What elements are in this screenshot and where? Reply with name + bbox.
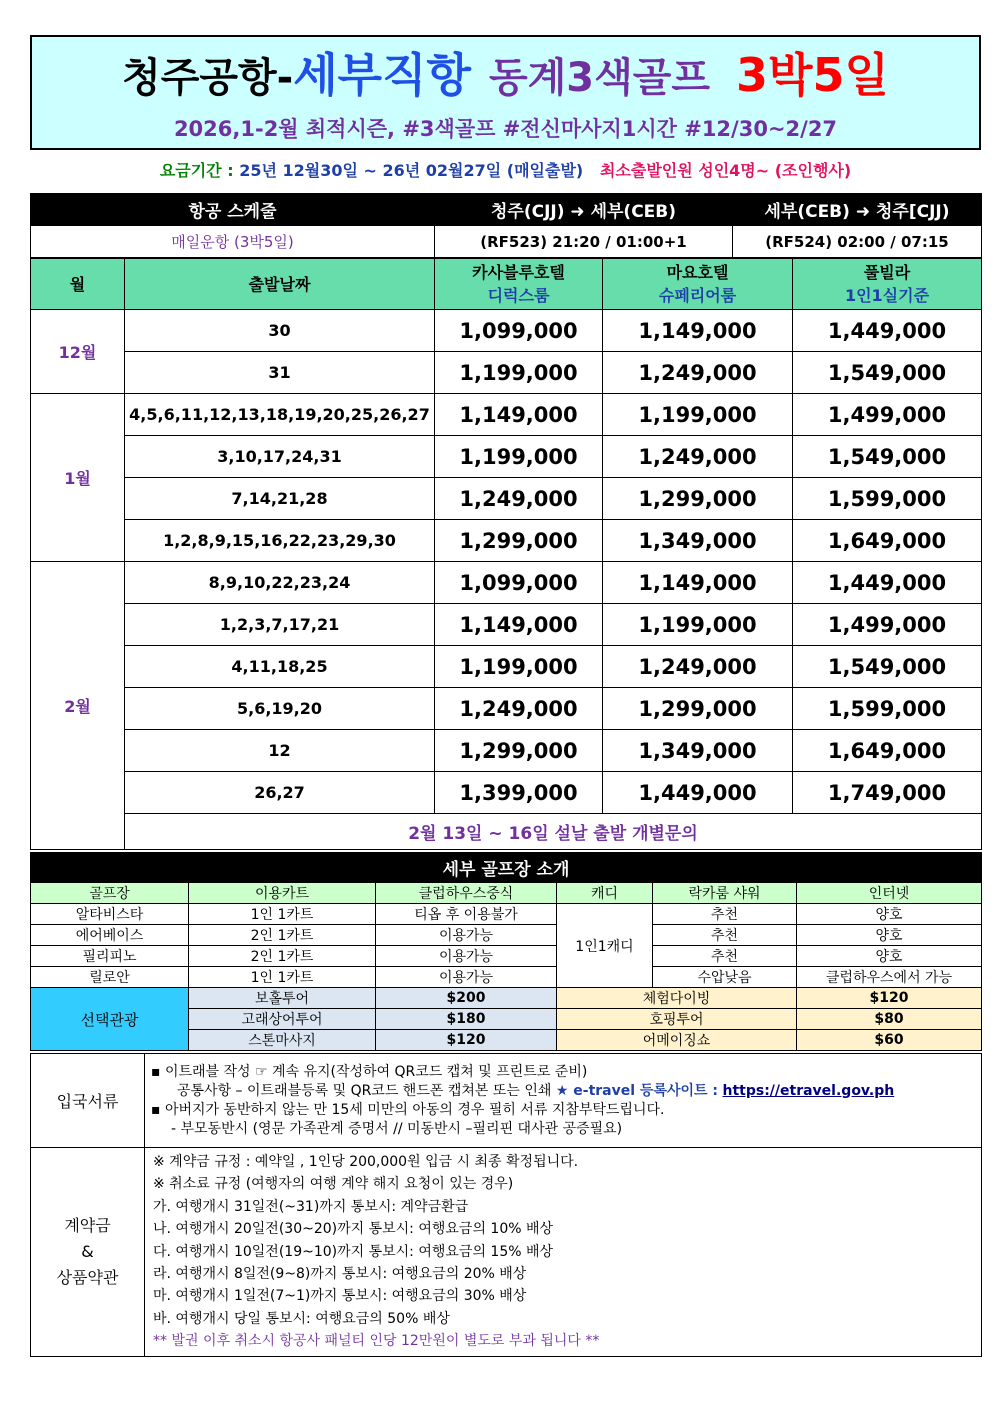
hotel-room: 1인1실기준 [844,286,930,305]
terms-body [145,1148,982,1357]
course-lunch: 티옵 후 이용불가 [376,904,557,925]
option-name: 어메이징쇼 [557,1030,797,1051]
price-cell: 1,249,000 [435,688,603,730]
hotel-name: 풀빌라 [863,263,911,282]
flight-schedule-table [30,193,982,258]
entry-docs-line: ▪ 이트래블 작성 ☞ 계속 유지(작성하여 QR코드 캡쳐 및 프린트로 준비) [151,1063,588,1080]
option-price: $200 [376,988,557,1009]
table-row [31,904,982,925]
price-cell: 1,299,000 [603,478,793,520]
table-row [31,946,982,967]
period-minimum: 최소출발인원 성인4명~ (조인행사) [599,161,852,180]
price-cell: 1,499,000 [793,394,982,436]
course-internet: 클럽하우스에서 가능 [797,967,982,988]
table-row [31,352,982,394]
dates-cell: 31 [125,352,435,394]
option-price: $180 [376,1009,557,1030]
terms-line: ※ 계약금 규정 : 예약일 , 1인당 200,000원 입금 시 최종 확정됩니다. [153,1154,579,1170]
price-cell: 1,149,000 [603,562,793,604]
option-name: 보홀투어 [189,988,376,1009]
schedule-inbound-flight: (RF524) 02:00 / 07:15 [733,226,982,258]
price-cell: 1,249,000 [603,352,793,394]
course-name: 에어베이스 [31,925,189,946]
price-cell: 1,299,000 [435,730,603,772]
course-shower: 추천 [653,904,797,925]
table-row [31,562,982,604]
schedule-outbound-flight: (RF523) 21:20 / 01:00+1 [435,226,733,258]
dates-cell: 5,6,19,20 [125,688,435,730]
month-cell: 12월 [31,310,125,394]
month-cell: 2월 [31,562,125,850]
title-banner [30,35,981,150]
terms-line: 가. 여행개시 31일전(~31)까지 통보시: 계약금환급 [153,1198,469,1215]
terms-line: 다. 여행개시 10일전(19~10)까지 통보시: 여행요금의 15% 배상 [153,1243,554,1260]
period-range: 25년 12월30일 ~ 26년 02월27일 (매일출발) [239,161,584,180]
table-row [31,394,982,436]
title-duration: 3박5일 [736,48,889,102]
entry-documents-table [30,1053,982,1148]
price-cell: 1,599,000 [793,478,982,520]
holiday-note: 2월 13일 ~ 16일 설날 출발 개별문의 [125,814,982,850]
dates-cell: 4,11,18,25 [125,646,435,688]
terms-line: 바. 여행개시 당일 통보시: 여행요금의 50% 배상 [153,1310,450,1327]
option-price: $120 [376,1030,557,1051]
table-row [31,646,982,688]
course-caddie: 1인1캐디 [557,904,653,988]
period-label: 요금기간 : [159,161,234,180]
hotel-name: 카사블루호텔 [472,263,565,282]
dates-cell: 3,10,17,24,31 [125,436,435,478]
price-cell: 1,299,000 [435,520,603,562]
table-row [31,604,982,646]
dates-cell: 7,14,21,28 [125,478,435,520]
hotel-room: 디럭스룸 [487,286,550,305]
entry-docs-label: 입국서류 [31,1054,145,1148]
terms-line: 라. 여행개시 8일전(9~8)까지 통보시: 여행요금의 20% 배상 [153,1266,527,1283]
title-golf: 동계3색골프 [488,55,711,101]
price-cell: 1,149,000 [435,604,603,646]
table-row [31,520,982,562]
dates-cell: 12 [125,730,435,772]
entry-docs-line: ▪ 아버지가 동반하지 않는 만 15세 미만의 아동의 경우 필히 서류 지참부탁드립니다. [151,1101,665,1118]
price-cell: 1,549,000 [793,646,982,688]
title-airport: 청주공항- [122,55,294,101]
golf-section-title: 세부 골프장 소개 [31,853,982,883]
terms-label-line: & [81,1241,94,1261]
price-cell: 1,149,000 [435,394,603,436]
option-price: $80 [797,1009,982,1030]
price-cell: 1,199,000 [603,394,793,436]
dates-cell: 30 [125,310,435,352]
entry-docs-line [151,1082,977,1101]
price-cell: 1,749,000 [793,772,982,814]
option-name: 스톤마사지 [189,1030,376,1051]
table-row [31,436,982,478]
schedule-header-inbound: 세부(CEB) ➜ 청주[CJJ) [733,194,982,226]
option-price: $120 [797,988,982,1009]
course-name: 릴로안 [31,967,189,988]
golf-col-lunch: 클럽하우스중식 [376,883,557,904]
table-row [31,688,982,730]
terms-line: 마. 여행개시 1일전(7~1)까지 통보시: 여행요금의 30% 배상 [153,1288,527,1305]
optional-tours-label: 선택관광 [31,988,189,1051]
course-cart: 2인 1카트 [189,925,376,946]
col-dates: 출발날짜 [125,259,435,310]
price-cell: 1,349,000 [603,730,793,772]
course-cart: 1인 1카트 [189,904,376,925]
col-hotel [793,259,982,310]
table-row [31,310,982,352]
golf-col-course: 골프장 [31,883,189,904]
col-hotel [435,259,603,310]
price-cell: 1,649,000 [793,520,982,562]
price-cell: 1,099,000 [435,562,603,604]
price-cell: 1,549,000 [793,436,982,478]
col-month: 월 [31,259,125,310]
course-internet: 양호 [797,925,982,946]
page-subtitle: 2026,1-2월 최적시즌, #3색골프 #전신마사지1시간 #12/30~2/27 [173,117,838,141]
price-cell: 1,249,000 [603,646,793,688]
col-hotel [603,259,793,310]
price-cell: 1,199,000 [435,646,603,688]
etravel-label: ★ e-travel 등록사이트 : [555,1082,719,1099]
golf-col-caddie: 캐디 [557,883,653,904]
course-cart: 2인 1카트 [189,946,376,967]
course-name: 필리피노 [31,946,189,967]
dates-cell: 1,2,8,9,15,16,22,23,29,30 [125,520,435,562]
price-cell: 1,449,000 [603,772,793,814]
course-shower: 수압낮음 [653,967,797,988]
price-cell: 1,299,000 [603,688,793,730]
terms-line: 나. 여행개시 20일전(30~20)까지 통보시: 여행요금의 10% 배상 [153,1221,554,1238]
course-shower: 추천 [653,946,797,967]
rate-period [30,158,981,181]
dates-cell: 4,5,6,11,12,13,18,19,20,25,26,27 [125,394,435,436]
hotel-name: 마요호텔 [666,263,729,282]
course-lunch: 이용가능 [376,925,557,946]
schedule-header-title: 항공 스케줄 [31,194,435,226]
etravel-link[interactable]: https://etravel.gov.ph [722,1082,895,1099]
golf-course-table [30,852,982,1051]
golf-col-cart: 이용카트 [189,883,376,904]
option-name: 호핑투어 [557,1009,797,1030]
golf-col-shower: 락카룸 샤워 [653,883,797,904]
price-cell: 1,199,000 [435,436,603,478]
page-title [32,45,979,116]
price-cell: 1,649,000 [793,730,982,772]
terms-label [31,1148,145,1357]
price-cell: 1,249,000 [603,436,793,478]
terms-table [30,1147,982,1357]
month-cell: 1월 [31,394,125,562]
schedule-header-outbound: 청주(CJJ) ➜ 세부(CEB) [435,194,733,226]
golf-col-internet: 인터넷 [797,883,982,904]
entry-docs-line: - 부모동반시 (영문 가족관계 증명서 // 미동반시 –필리핀 대사관 공증필요) [171,1120,623,1137]
table-row [31,967,982,988]
course-lunch: 이용가능 [376,967,557,988]
price-cell: 1,149,000 [603,310,793,352]
title-route: 세부직항 [293,48,471,102]
course-cart: 1인 1카트 [189,967,376,988]
course-internet: 양호 [797,946,982,967]
course-name: 알타비스타 [31,904,189,925]
terms-label-line: 계약금 [64,1215,111,1235]
option-name: 체험다이빙 [557,988,797,1009]
schedule-daily: 매일운항 (3박5일) [31,226,435,258]
dates-cell: 8,9,10,22,23,24 [125,562,435,604]
price-cell: 1,099,000 [435,310,603,352]
price-cell: 1,449,000 [793,562,982,604]
terms-line: ※ 취소료 규정 (여행자의 여행 계약 해지 요청이 있는 경우) [153,1176,514,1193]
table-row [31,925,982,946]
table-row [31,988,982,1009]
price-table [30,258,982,850]
price-cell: 1,199,000 [603,604,793,646]
price-cell: 1,599,000 [793,688,982,730]
terms-penalty-note: ** 발권 이후 취소시 항공사 패널티 인당 12만원이 별도로 부과 됩니다 ** [153,1333,600,1350]
dates-cell: 1,2,3,7,17,21 [125,604,435,646]
price-cell: 1,449,000 [793,310,982,352]
dates-cell: 26,27 [125,772,435,814]
price-cell: 1,399,000 [435,772,603,814]
option-price: $60 [797,1030,982,1051]
table-row [31,772,982,814]
price-cell: 1,549,000 [793,352,982,394]
price-cell: 1,249,000 [435,478,603,520]
table-row [31,730,982,772]
price-cell: 1,349,000 [603,520,793,562]
course-lunch: 이용가능 [376,946,557,967]
price-cell: 1,499,000 [793,604,982,646]
course-shower: 추천 [653,925,797,946]
entry-docs-body [145,1054,982,1148]
course-internet: 양호 [797,904,982,925]
table-row [31,478,982,520]
entry-docs-common: 공통사항 – 이트래블등록 및 QR코드 핸드폰 캡쳐본 또는 인쇄 [177,1082,552,1099]
hotel-room: 슈페리어룸 [658,286,737,305]
price-cell: 1,199,000 [435,352,603,394]
option-name: 고래상어투어 [189,1009,376,1030]
terms-label-line: 상품약관 [56,1267,119,1287]
table-row [31,814,982,850]
